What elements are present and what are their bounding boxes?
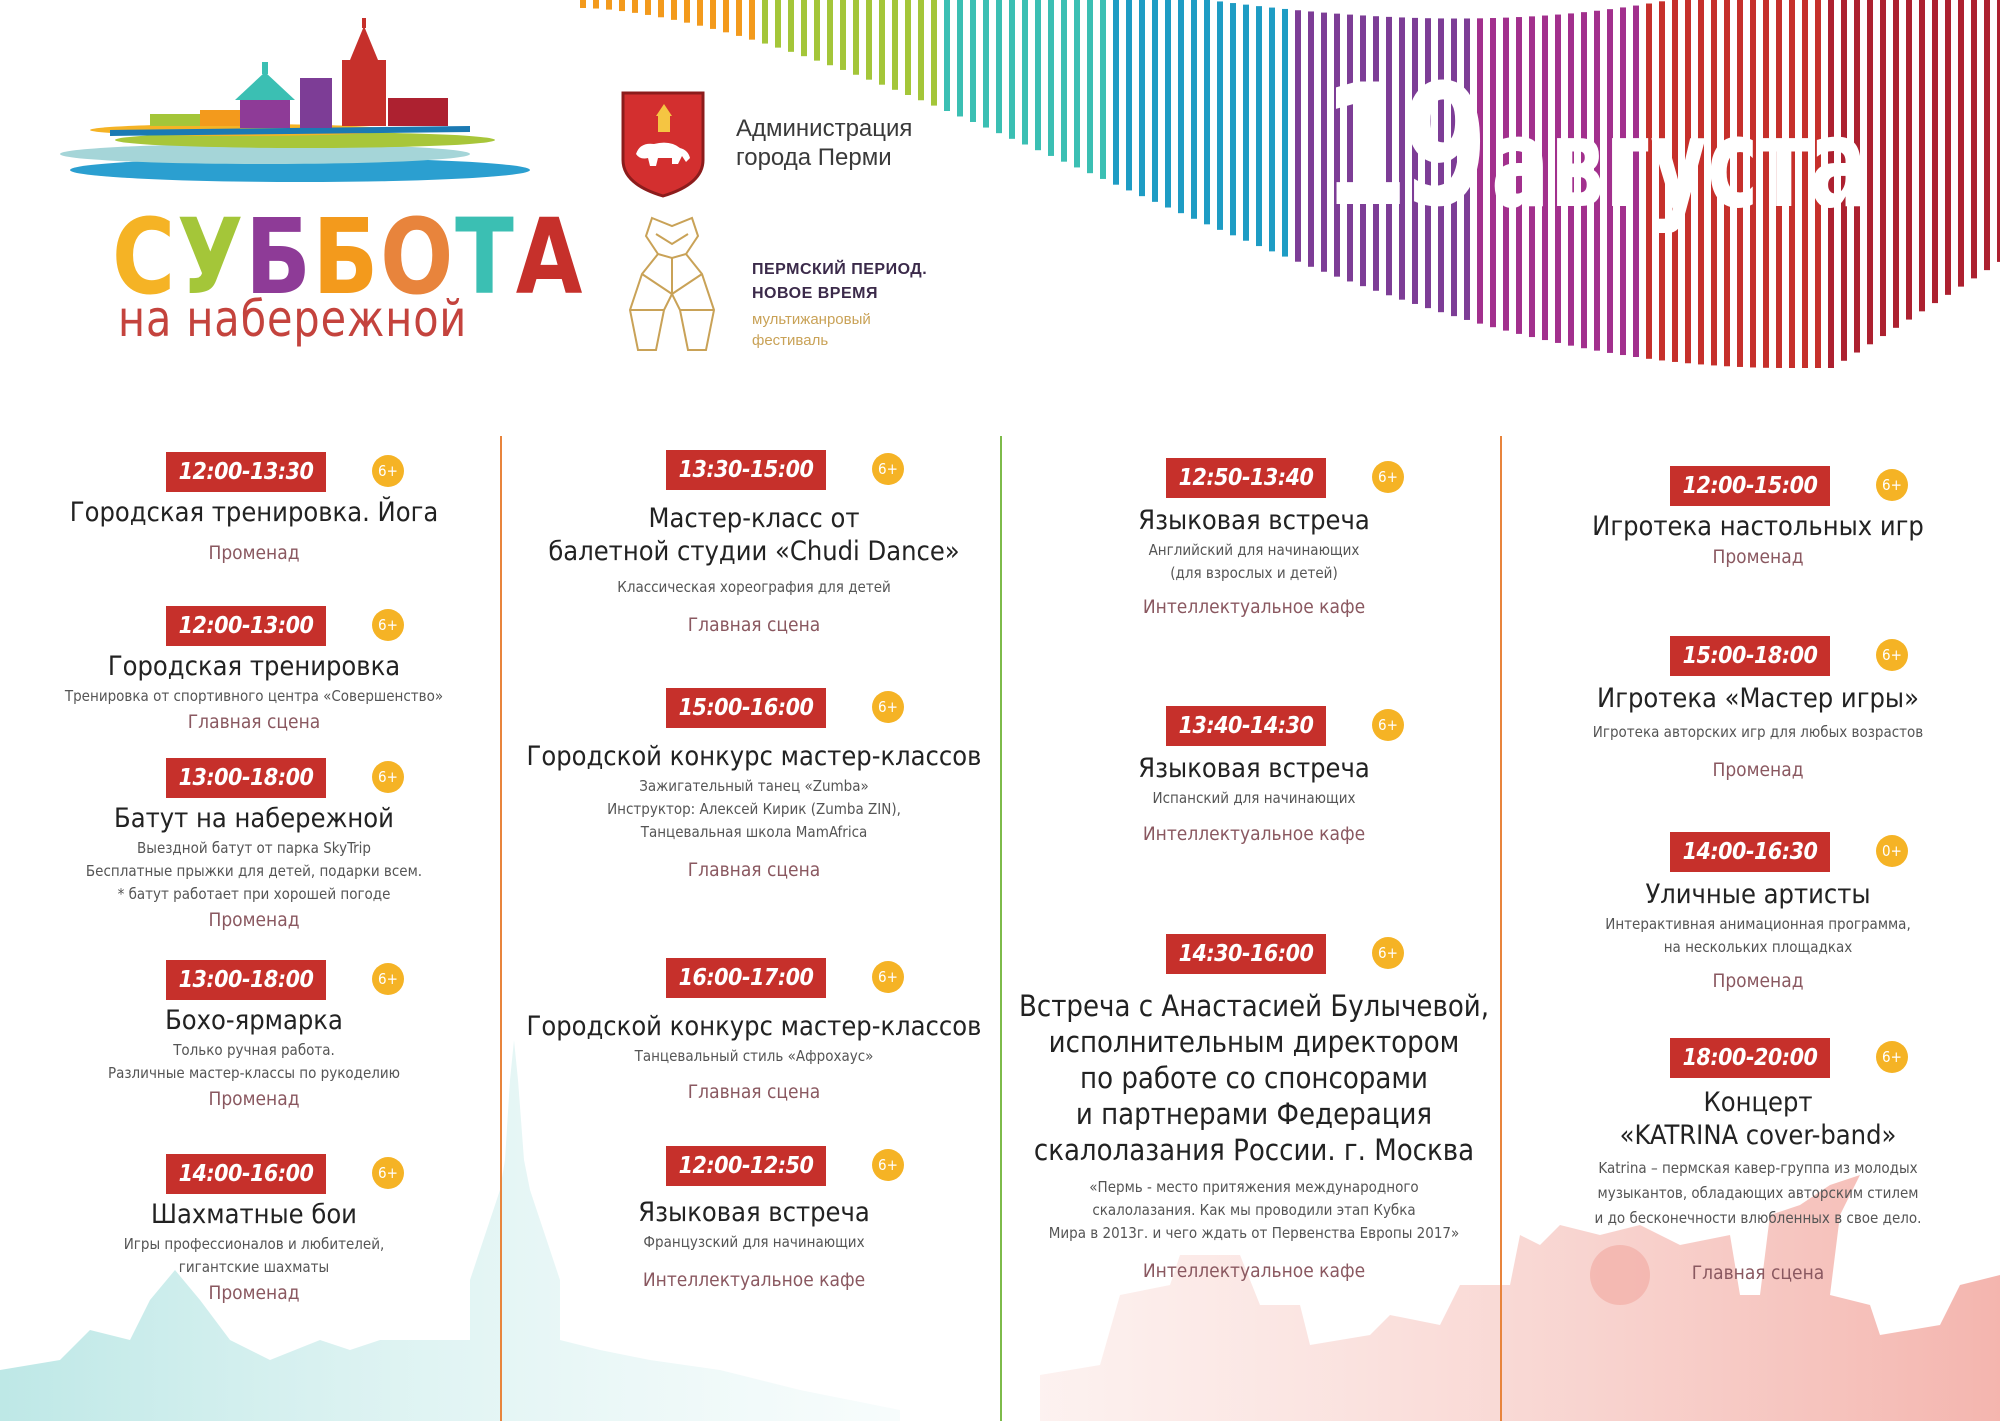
event-title: Шахматные бои [151,1199,357,1230]
header-stripe [658,0,664,17]
event-item [1014,458,1494,619]
event-item [514,1146,994,1292]
event-item [14,606,494,734]
event-item [14,452,494,565]
header-stripe [1204,0,1210,224]
event-time: 16:00-17:00 [666,958,826,998]
event-venue: Променад [208,909,300,931]
column-divider-3 [1500,436,1502,1421]
event-time: 12:00-13:30 [166,452,326,492]
event-title: Городская тренировка [107,651,401,682]
header-stripe [671,0,677,20]
header-stripe [762,0,768,44]
header-stripe [710,0,716,29]
header-stripe [593,0,599,9]
event-title: Языковая встреча [638,1197,870,1228]
age-badge: 6+ [372,761,404,793]
header-stripe [697,0,703,26]
event-title: Батут на набережной [114,803,394,834]
header-stripe [645,0,651,15]
event-description: Katrina – пермская кавер-группа из молодых музыкантов, обладающих авторским стилем и до бесконечности влюбленных в свое дело. [1594,1159,1922,1227]
header-stripe [840,0,846,70]
perm-bear-coat-of-arms-icon [620,90,706,198]
event-description: Только ручная работа. Различные мастер-классы по рукоделию [107,1041,401,1082]
header-stripe [1087,0,1093,173]
event-venue: Променад [1712,759,1804,781]
header-stripe [1191,0,1197,219]
city-skyline-logo-icon [50,18,540,198]
event-time: 13:00-18:00 [166,758,326,798]
administration-name [736,114,912,172]
logo-letter-4: Б [312,196,381,318]
header-stripe [983,0,989,128]
event-title: Игротека «Мастер игры» [1597,683,1919,714]
event-item [1518,466,1998,569]
column-divider-1 [500,436,502,1421]
header-stripe [905,0,911,95]
event-title: Концерт «KATRINA cover-band» [1619,1087,1897,1151]
event-time: 14:30-16:00 [1166,934,1326,974]
event-description: «Пермь - место притяжения международного скалолазания. Как мы проводили этап Кубка Мира в 2013г. и чего ждать от Первенства Европы 2017» [1048,1178,1460,1242]
header-stripe [970,0,976,122]
event-description: Выездной батут от парка SkyTrip Бесплатные прыжки для детей, подарки всем. * батут работает при хорошей погоде [85,839,423,903]
event-venue: Главная сцена [687,1081,821,1103]
event-title: Бохо-ярмарка [165,1005,343,1036]
geometric-bear-icon [612,214,732,356]
age-badge: 6+ [1372,937,1404,969]
age-badge: 6+ [1876,469,1908,501]
event-time: 15:00-18:00 [1670,636,1830,676]
header-stripe [1074,0,1080,167]
header-stripe [1113,0,1119,185]
header-stripe [957,0,963,116]
event-title: Игротека настольных игр [1592,511,1924,542]
age-badge: 6+ [372,609,404,641]
event-item [1014,706,1494,846]
event-venue: Главная сцена [187,711,321,733]
event-time: 18:00-20:00 [1670,1038,1830,1078]
event-venue: Интеллектуальное кафе [1142,823,1366,845]
event-time: 15:00-16:00 [666,688,826,728]
logo-letter-7: А [515,196,585,318]
administration-name-line2: города Перми [736,144,892,171]
event-venue: Променад [1712,546,1804,568]
event-venue: Променад [208,1088,300,1110]
header-stripe [1230,3,1236,235]
header-stripe [1243,5,1249,241]
event-description: Французский для начинающих [643,1233,865,1251]
header-stripe [1295,10,1301,261]
age-badge: 6+ [872,453,904,485]
age-badge: 6+ [1876,1041,1908,1073]
header-stripe [1282,9,1288,257]
header-stripe [879,0,885,85]
event-item [14,1154,494,1305]
header-stripe [1022,0,1028,145]
event-venue: Променад [1712,970,1804,992]
age-badge: 6+ [372,1157,404,1189]
header-stripe [996,0,1002,133]
header-stripe [814,0,820,61]
logo-letter-5: О [380,196,456,318]
event-title: Городской конкурс мастер-классов [526,1011,982,1042]
event-time: 14:00-16:00 [166,1154,326,1194]
event-time: 13:40-14:30 [1166,706,1326,746]
header-stripe [1308,11,1314,266]
header-stripe [944,0,950,111]
event-item [1518,832,1998,993]
date-day: 19 [1322,48,1482,244]
schedule-column-4 [1518,440,1998,1421]
header-stripe [736,0,742,36]
event-venue: Главная сцена [687,614,821,636]
header-stripe [801,0,807,56]
header-stripe [827,0,833,65]
header-stripe [892,0,898,90]
event-title: Уличные артисты [1645,879,1871,910]
logo-letter-2: У [177,196,246,318]
logo-subtitle: на набережной [118,290,468,348]
schedule-column-2 [514,440,994,1421]
event-time: 13:30-15:00 [666,450,826,490]
header-stripe [723,0,729,32]
administration-name-line1: Администрация [736,115,913,142]
event-time: 13:00-18:00 [166,960,326,1000]
header-stripe [1269,8,1275,252]
event-venue: Променад [208,1282,300,1304]
header-stripe [918,0,924,100]
age-badge: 6+ [872,691,904,723]
event-title: Языковая встреча [1138,753,1370,784]
logo-letter-3: Б [245,196,313,318]
age-badge: 6+ [872,961,904,993]
header-stripe [632,0,638,13]
event-item [1014,934,1494,1283]
header-stripe [1256,6,1262,246]
event-venue: Променад [208,542,300,564]
header-stripe [1139,0,1145,196]
logo-letter-6: Т [455,196,516,318]
festival-name-line2: НОВОЕ ВРЕМЯ [752,285,878,302]
event-venue: Интеллектуальное кафе [1142,1260,1366,1282]
event-date [1322,48,1974,244]
schedule-column-3 [1014,440,1494,1421]
age-badge: 0+ [1876,835,1908,867]
event-time: 12:50-13:40 [1166,458,1326,498]
header-stripe [1984,0,1990,270]
event-venue: Интеллектуальное кафе [642,1269,866,1291]
event-title: Городская тренировка. Йога [69,497,439,528]
festival-description-line1: мультижанровый [752,311,871,328]
header-stripe [1061,0,1067,162]
header-stripe [1009,0,1015,139]
header-stripe [1048,0,1054,156]
event-title: Городской конкурс мастер-классов [526,741,982,772]
festival-name [752,258,927,306]
event-time: 12:00-15:00 [1670,466,1830,506]
age-badge: 6+ [372,455,404,487]
event-description: Тренировка от спортивного центра «Совершенство» [64,687,444,705]
event-description: Интерактивная анимационная программа, на нескольких площадках [1605,915,1911,956]
header-stripe [853,0,859,75]
age-badge: 6+ [872,1149,904,1181]
header-stripe [580,0,586,8]
header-stripe [1165,0,1171,208]
header-stripe [619,0,625,11]
event-time: 12:00-13:00 [166,606,326,646]
age-badge: 6+ [1372,709,1404,741]
header-stripe [1100,0,1106,179]
header-stripe [1152,0,1158,202]
festival-name-line1: ПЕРМСКИЙ ПЕРИОД. [752,261,928,278]
event-item [514,688,994,882]
header-stripe [1217,1,1223,229]
header-stripe [1178,0,1184,213]
header-stripe [931,0,937,106]
event-item [14,960,494,1111]
event-title: Встреча с Анастасией Булычевой, исполнительным директором по работе со спонсорами и партнерами Федерация скалолазания России. г. Москва [1018,989,1490,1167]
age-badge: 6+ [1876,639,1908,671]
column-divider-2 [1000,436,1002,1421]
event-description: Танцевальный стиль «Афрохаус» [634,1047,874,1065]
event-description: Зажигательный танец «Zumba» Инструктор: Алексей Кирик (Zumba ZIN), Танцевальная школа MamAfrica [607,777,901,841]
event-item [514,958,994,1104]
event-title: Языковая встреча [1138,505,1370,536]
event-description: Игры профессионалов и любителей, гигантские шахматы [123,1235,385,1276]
festival-description-line2: фестиваль [752,332,829,349]
header-stripe [684,0,690,23]
date-month: августа [1491,92,1869,236]
event-item [1518,1038,1998,1285]
event-item [1518,636,1998,782]
event-venue: Главная сцена [687,859,821,881]
header-stripe [866,0,872,80]
header-stripe [1126,0,1132,190]
header-stripe [1035,0,1041,150]
schedule-column-1 [14,440,494,1421]
event-description: Испанский для начинающих [1152,789,1356,807]
event-title: Мастер-класс от балетной студии «Chudi Dance» [548,503,960,567]
header-stripe [788,0,794,52]
header-stripe [749,0,755,40]
event-venue: Интеллектуальное кафе [1142,596,1366,618]
event-item [514,450,994,637]
event-time: 12:00-12:50 [666,1146,826,1186]
event-venue: Главная сцена [1691,1262,1825,1284]
event-description: Игротека авторских игр для любых возрастов [1592,723,1924,741]
age-badge: 6+ [372,963,404,995]
event-description: Классическая хореография для детей [617,578,891,596]
event-description: Английский для начинающих (для взрослых и детей) [1148,541,1360,582]
header-stripe [606,0,612,10]
header-stripe [775,0,781,48]
logo-letter-1: С [112,196,178,318]
event-item [14,758,494,932]
festival-description [752,309,871,351]
event-time: 14:00-16:30 [1670,832,1830,872]
age-badge: 6+ [1372,461,1404,493]
